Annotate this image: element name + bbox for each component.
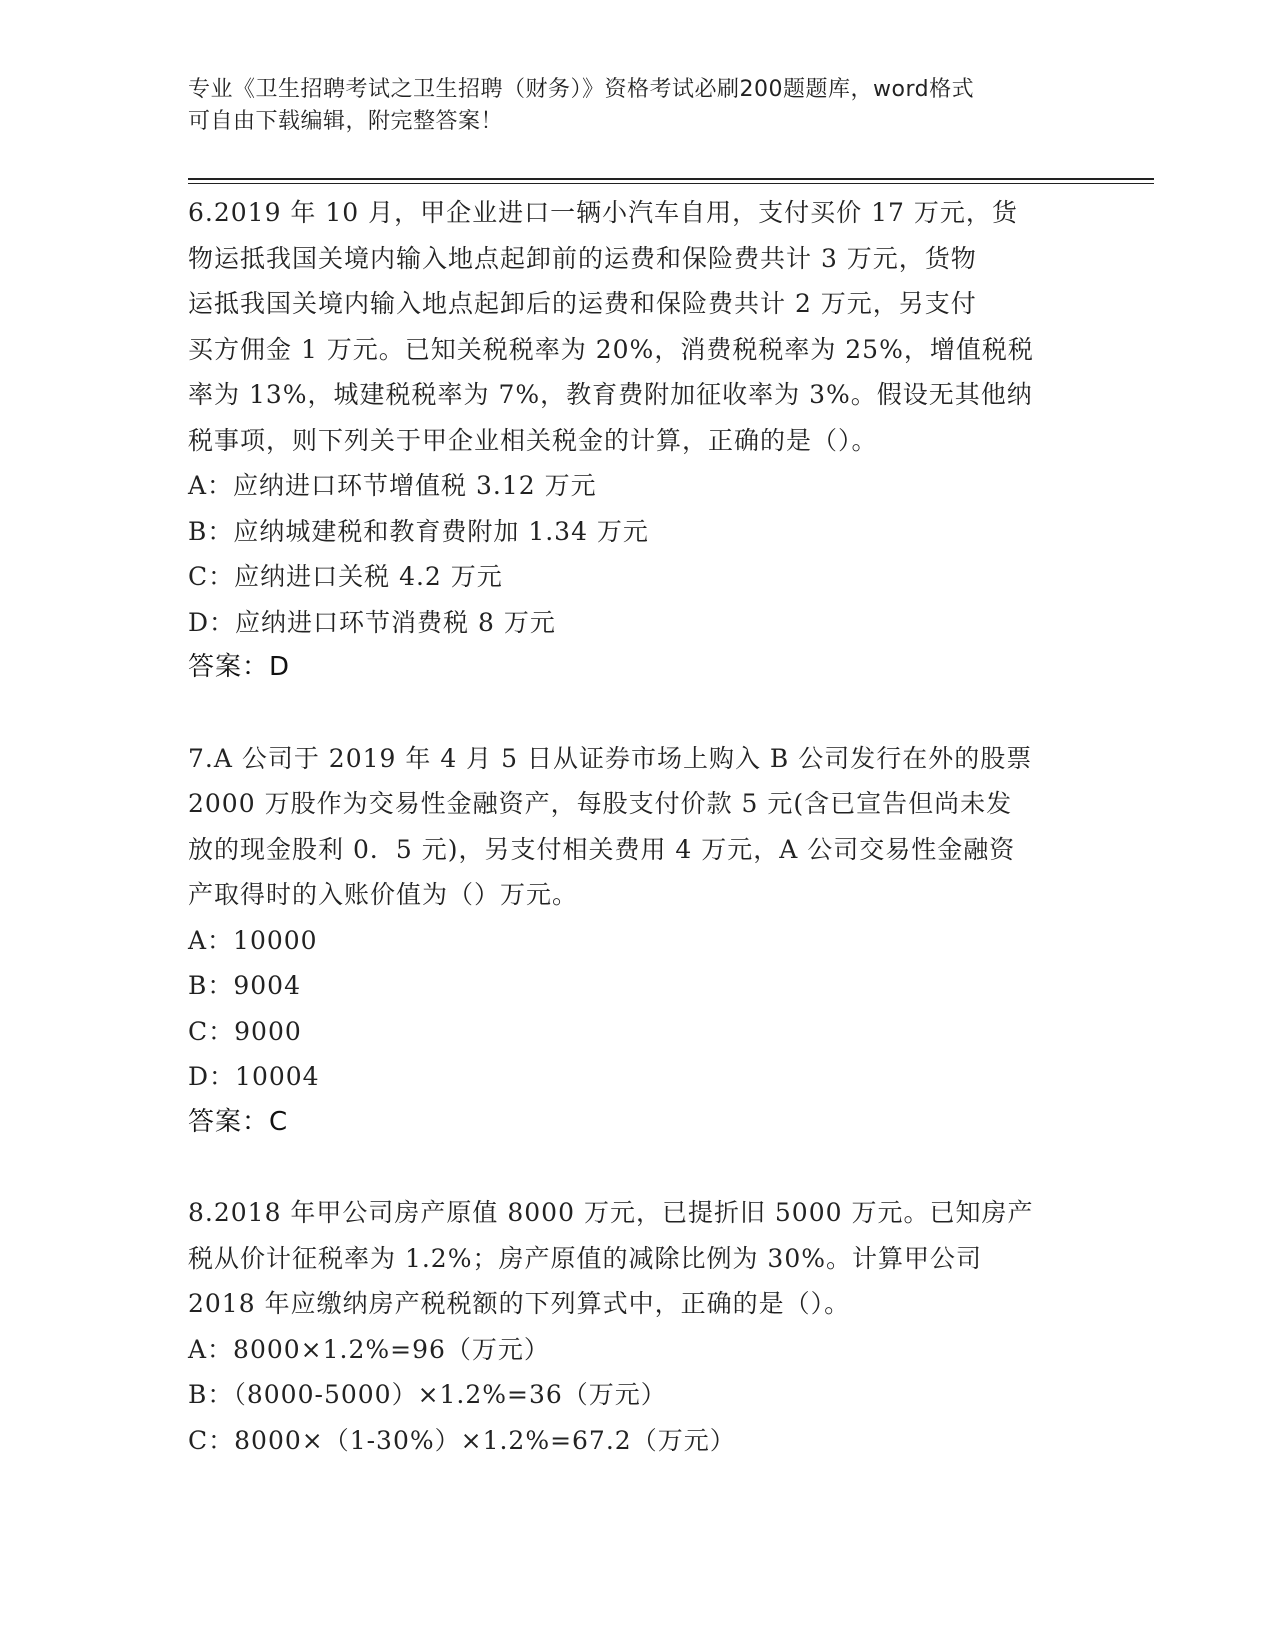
option-c: C：应纳进口关税 4.2 万元 [188,562,503,591]
answer-label: 答案：D [188,652,291,682]
option-c: C：8000×（1-30%）×1.2%=67.2（万元） [188,1425,736,1455]
question-stem-line: 7.A 公司于 2019 年 4 月 5 日从证券市场上购入 B 公司发行在外的股票 [188,743,1033,773]
question-stem-line: 率为 13%，城建税税率为 7%，教育费附加征收率为 3%。假设无其他纳 [188,380,1033,409]
answer-label: 答案：C [188,1106,289,1137]
document-header [188,74,1068,138]
header-divider-thick [188,178,1154,180]
question-spacer [188,691,1088,736]
question-stem-line: 买方佣金 1 万元。已知关税税率为 20%，消费税税率为 25%，增值税税 [188,334,1034,364]
question-spacer [188,1145,1088,1190]
question-stem-line: 运抵我国关境内输入地点起卸后的运费和保险费共计 2 万元，另支付 [188,289,977,318]
question-stem-line: 税事项，则下列关于甲企业相关税金的计算，正确的是（）。 [188,425,878,455]
question-stem-line: 2000 万股作为交易性金融资产，每股支付价款 5 元(含已宣告但尚未发 [188,789,1013,818]
option-b: B：9004 [188,971,301,1000]
question-8 [188,1190,1088,1463]
option-b: B：（8000-5000）×1.2%=36（万元） [188,1380,667,1409]
header-divider-thin [188,183,1154,184]
header-line-2: 可自由下载编辑，附完整答案！ [188,109,504,134]
question-stem-line: 8.2018 年甲公司房产原值 8000 万元，已提折旧 5000 万元。已知房产 [188,1198,1034,1227]
question-stem-line: 6.2019 年 10 月，甲企业进口一辆小汽车自用，支付买价 17 万元，货 [188,198,1018,227]
option-d: D：应纳进口环节消费税 8 万元 [188,607,556,637]
option-a: A：应纳进口环节增值税 3.12 万元 [188,471,597,500]
question-7 [188,736,1088,1146]
question-stem-line: 2018 年应缴纳房产税税额的下列算式中，正确的是（）。 [188,1289,851,1318]
question-stem-line: 产取得时的入账价值为（）万元。 [188,880,579,909]
question-6 [188,190,1088,691]
option-c: C：9000 [188,1016,302,1046]
option-b: B：应纳城建税和教育费附加 1.34 万元 [188,516,649,546]
option-a: A：8000×1.2%=96（万元） [188,1334,550,1364]
question-stem-line: 税从价计征税率为 1.2%；房产原值的减除比例为 30%。计算甲公司 [188,1243,982,1273]
question-list [188,190,1088,1463]
header-line-1: 专业《卫生招聘考试之卫生招聘（财务）》资格考试必刷200题题库，word格式 [188,77,975,102]
question-stem-line: 放的现金股利 0．5 元)，另支付相关费用 4 万元，A 公司交易性金融资 [188,834,1016,864]
question-stem-line: 物运抵我国关境内输入地点起卸前的运费和保险费共计 3 万元，货物 [188,243,977,273]
option-a: A：10000 [188,925,318,955]
option-d: D：10004 [188,1062,320,1091]
